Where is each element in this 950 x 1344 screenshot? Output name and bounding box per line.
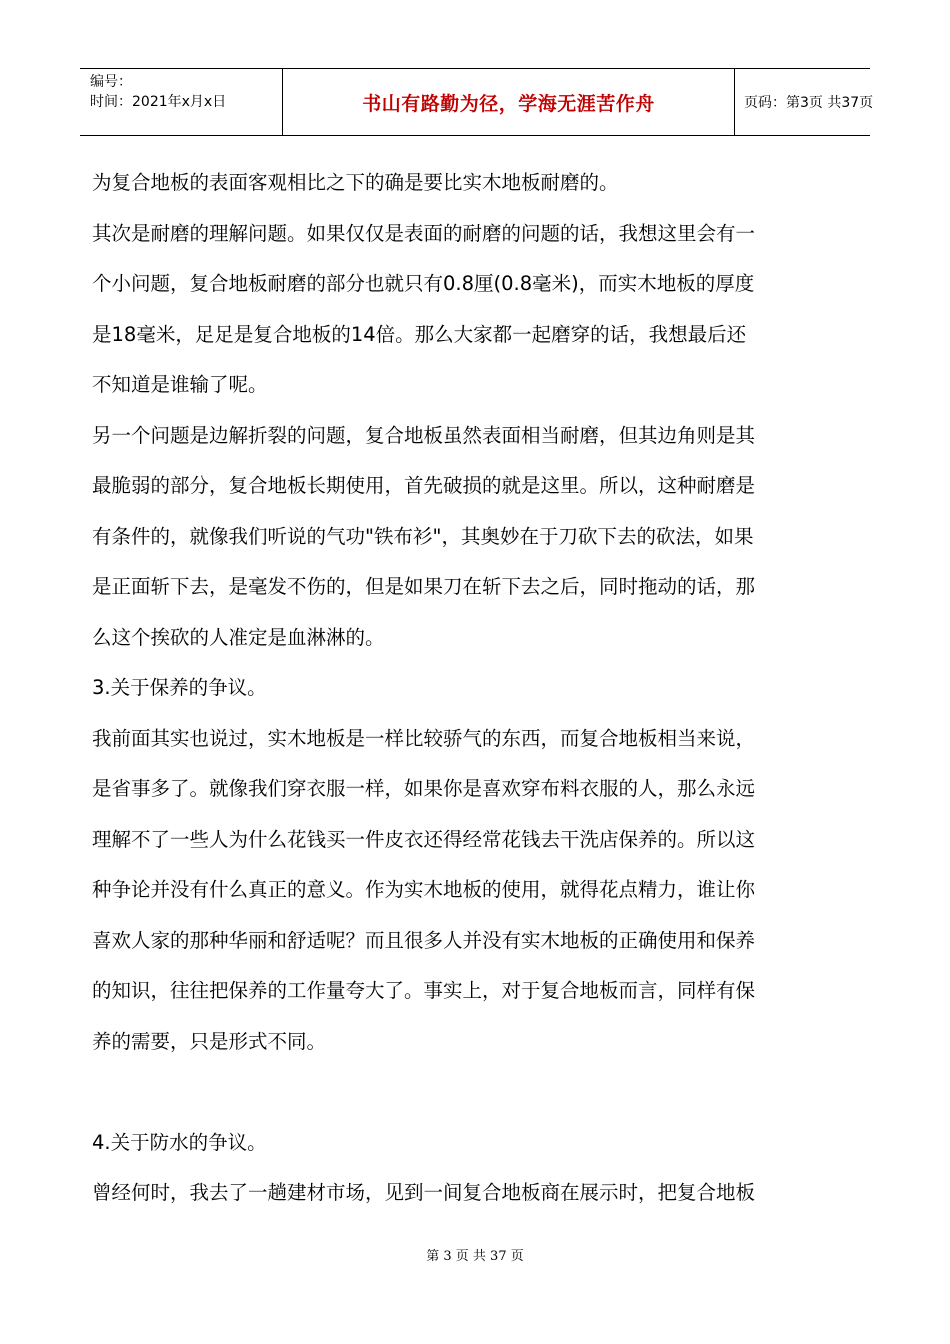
header-page-code: 页码：第3页 共37页 [744,95,874,111]
document-body [92,158,862,1219]
body-line: 有条件的，就像我们听说的气功"铁布衫"，其奥妙在于刀砍下去的砍法，如果 [92,524,754,548]
blank-line [92,1067,862,1118]
header-meta-cell [80,69,283,135]
body-line: 养的需要，只是形式不同。 [92,1029,327,1053]
body-line: 不知道是谁输了呢。 [92,373,268,396]
body-line: 的知识，往往把保养的工作量夸大了。事实上，对于复合地板而言，同样有保 [92,979,756,1002]
body-line: 曾经何时，我去了一趟建材市场，见到一间复合地板商在展示时，把复合地板 [92,1181,756,1204]
body-line: 为复合地板的表面客观相比之下的确是要比实木地板耐磨的。 [92,171,619,194]
body-line: 是18毫米，足足是复合地板的14倍。那么大家都一起磨穿的话，我想最后还 [92,322,747,346]
page-footer: 第 3 页 共 37 页 [426,1249,524,1264]
section-heading-maintenance: 3.关于保养的争议。 [92,676,267,699]
body-line: 理解不了一些人为什么花钱买一件皮衣还得经常花钱去干洗店保养的。所以这 [92,827,756,851]
body-line: 种争论并没有什么真正的意义。作为实木地板的使用，就得花点精力，谁让你 [92,878,756,901]
page-header [80,68,874,136]
body-line: 么这个挨砍的人准定是血淋淋的。 [92,625,385,649]
body-line: 是正面斩下去，是毫发不伤的，但是如果刀在斩下去之后，同时拖动的话，那 [92,575,756,598]
body-line: 其次是耐磨的理解问题。如果仅仅是表面的耐磨的问题的话，我想这里会有一 [92,221,756,245]
body-line: 个小问题，复合地板耐磨的部分也就只有0.8厘(0.8毫米)，而实木地板的厚度 [92,272,755,295]
section-heading-waterproof: 4.关于防水的争议。 [92,1130,267,1154]
body-line: 喜欢人家的那种华丽和舒适呢？而且很多人并没有实木地板的正确使用和保养 [92,928,756,952]
body-line: 是省事多了。就像我们穿衣服一样，如果你是喜欢穿布料衣服的人，那么永远 [92,777,756,800]
body-line: 我前面其实也说过，实木地板是一样比较骄气的东西，而复合地板相当来说， [92,726,756,750]
body-line: 最脆弱的部分，复合地板长期使用，首先破损的就是这里。所以，这种耐磨是 [92,474,756,497]
body-line: 另一个问题是边解折裂的问题，复合地板虽然表面相当耐磨，但其边角则是其 [92,423,756,447]
document-number-label: 编号： [90,74,132,90]
document-date-label: 时间：2021年x月x日 [90,94,227,110]
header-motto: 书山有路勤为径，学海无涯苦作舟 [283,69,735,135]
